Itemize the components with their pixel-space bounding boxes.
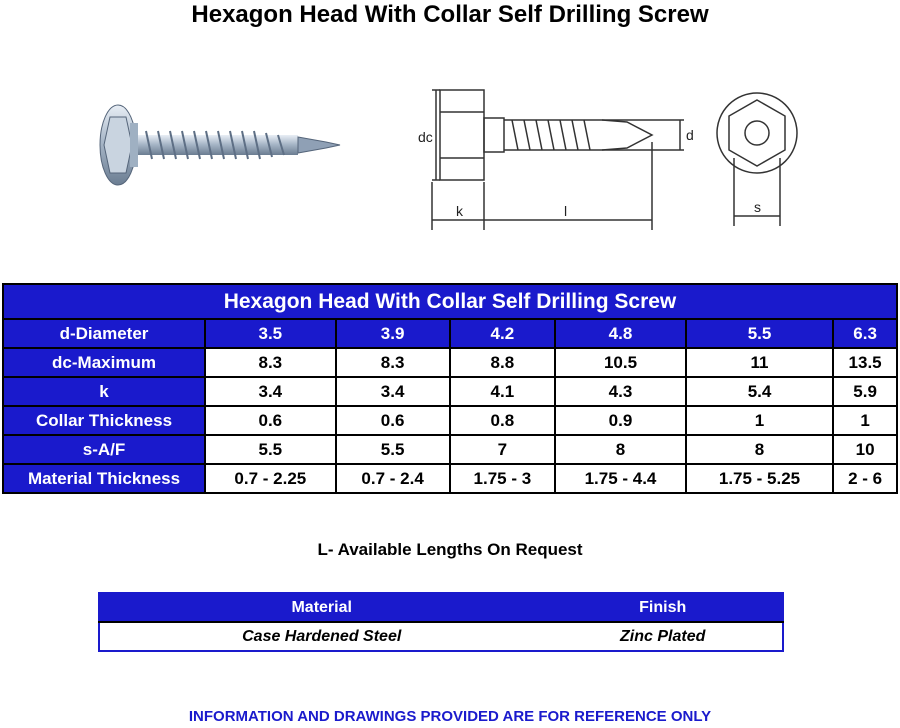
screw-photo xyxy=(90,95,350,195)
table-cell: 0.9 xyxy=(555,406,686,435)
screw-side-drawing xyxy=(412,82,702,232)
table-cell: 0.7 - 2.4 xyxy=(336,464,450,493)
table-cell: 0.8 xyxy=(450,406,556,435)
table-row xyxy=(3,435,897,464)
table-row xyxy=(3,377,897,406)
row-label: dc-Maximum xyxy=(3,348,205,377)
table-cell: 2 - 6 xyxy=(833,464,897,493)
row-label: Material Thickness xyxy=(3,464,205,493)
lengths-note: L- Available Lengths On Request xyxy=(317,540,583,559)
table-cell: 1.75 - 3 xyxy=(450,464,556,493)
row-label: Collar Thickness xyxy=(3,406,205,435)
disclaimer-footer: INFORMATION AND DRAWINGS PROVIDED ARE FOR REFERENCE ONLY xyxy=(188,708,712,725)
table-cell: 3.9 xyxy=(336,319,450,348)
spec-table-header: Hexagon Head With Collar Self Drilling Screw xyxy=(3,284,897,319)
table-cell: 13.5 xyxy=(833,348,897,377)
finish-value: Zinc Plated xyxy=(543,622,783,651)
table-cell: 0.6 xyxy=(205,406,336,435)
k-label: k xyxy=(456,203,463,219)
page-title: Hexagon Head With Collar Self Drilling Screw xyxy=(191,1,709,28)
d-label: d xyxy=(686,127,694,143)
table-cell: 0.7 - 2.25 xyxy=(205,464,336,493)
table-cell: 8 xyxy=(555,435,686,464)
table-cell: 11 xyxy=(686,348,833,377)
table-cell: 8.3 xyxy=(205,348,336,377)
table-cell: 5.5 xyxy=(336,435,450,464)
table-cell: 8.8 xyxy=(450,348,556,377)
spec-table xyxy=(2,283,898,494)
material-table xyxy=(98,592,784,652)
table-cell: 0.6 xyxy=(336,406,450,435)
table-cell: 10.5 xyxy=(555,348,686,377)
table-row xyxy=(3,464,897,493)
dc-label: dc xyxy=(418,129,433,145)
row-label: k xyxy=(3,377,205,406)
table-cell: 8 xyxy=(686,435,833,464)
table-cell: 10 xyxy=(833,435,897,464)
table-cell: 3.5 xyxy=(205,319,336,348)
l-label: l xyxy=(564,203,568,219)
table-cell: 1 xyxy=(686,406,833,435)
table-cell: 1.75 - 4.4 xyxy=(555,464,686,493)
material-value: Case Hardened Steel xyxy=(99,622,543,651)
screw-end-drawing xyxy=(712,88,802,228)
row-label: s-A/F xyxy=(3,435,205,464)
table-cell: 4.2 xyxy=(450,319,556,348)
s-label: s xyxy=(754,199,761,215)
table-row xyxy=(3,348,897,377)
table-cell: 4.3 xyxy=(555,377,686,406)
table-cell: 3.4 xyxy=(205,377,336,406)
table-row xyxy=(3,319,897,348)
table-cell: 5.9 xyxy=(833,377,897,406)
row-label: d-Diameter xyxy=(3,319,205,348)
material-header: Material xyxy=(99,593,543,622)
table-cell: 6.3 xyxy=(833,319,897,348)
table-cell: 3.4 xyxy=(336,377,450,406)
table-cell: 1 xyxy=(833,406,897,435)
table-cell: 8.3 xyxy=(336,348,450,377)
table-cell: 4.1 xyxy=(450,377,556,406)
finish-header: Finish xyxy=(543,593,783,622)
table-cell: 7 xyxy=(450,435,556,464)
table-cell: 5.4 xyxy=(686,377,833,406)
table-row xyxy=(3,406,897,435)
table-cell: 5.5 xyxy=(205,435,336,464)
table-cell: 4.8 xyxy=(555,319,686,348)
table-cell: 5.5 xyxy=(686,319,833,348)
table-cell: 1.75 - 5.25 xyxy=(686,464,833,493)
